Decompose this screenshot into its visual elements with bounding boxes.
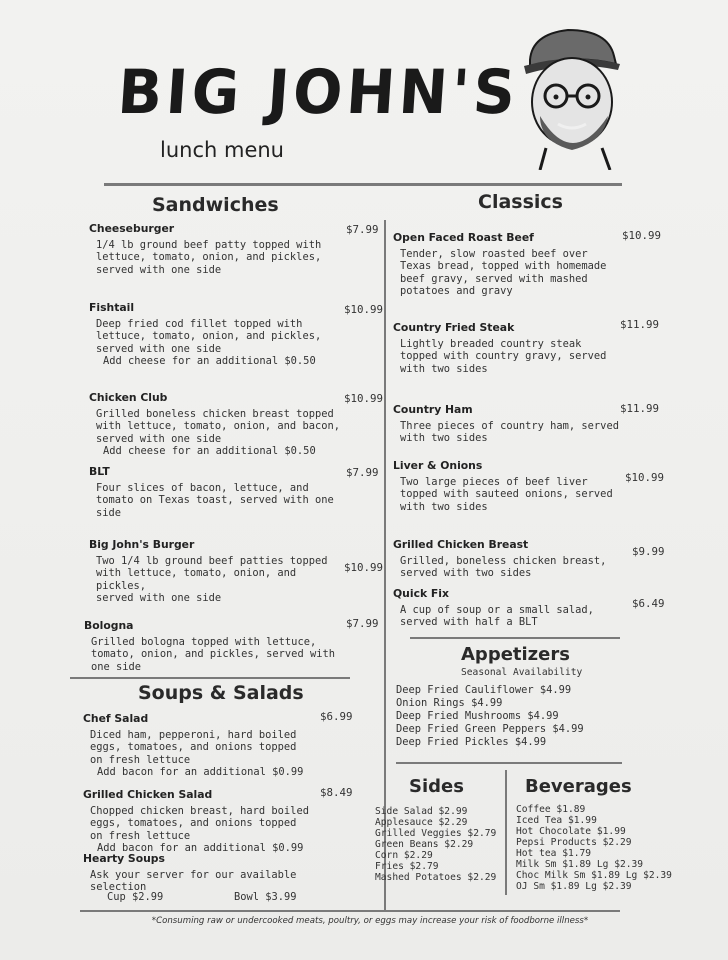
menu-item-open-faced-roast-beef [393,232,623,298]
item-desc-line: lettuce, tomato, onion, and pickles, [96,251,322,264]
restaurant-name: BIG JOHN'S [115,56,522,128]
item-addon: Add cheese for an additional $0.50 [103,445,316,458]
menu-item-country-ham [393,404,623,445]
item-desc-line: selection [90,881,147,894]
item-addon: Add bacon for an additional $0.99 [97,766,304,779]
item-desc-line: topped with sauteed onions, served [400,488,613,501]
item-price: $7.99 [346,617,379,630]
appetizers-subtitle: Seasonal Availability [461,667,583,678]
item-name: Country Ham [393,403,473,416]
item-desc-line: Four slices of bacon, lettuce, and [96,481,309,494]
item-desc-line: Two large pieces of beef liver [400,475,588,488]
item-name: Big John's Burger [89,538,195,551]
item-desc-line: with two sides [400,362,488,375]
item-price: $10.99 [625,471,665,484]
item-desc-line: eggs, tomatoes, and onions topped [90,741,297,754]
item-name: Hearty Soups [83,852,165,865]
item-addon: Add bacon for an additional $0.99 [97,842,304,855]
beverage-item: Choc Milk Sm $1.89 Lg $2.39 [516,870,672,881]
item-name: BLT [89,465,110,478]
item-desc-line: Grilled boneless chicken breast topped [96,407,334,420]
item-price: $9.99 [632,545,665,558]
appetizer-item: Deep Fried Pickles $4.99 [396,736,547,748]
side-item: Grilled Veggies $2.79 [375,828,497,839]
soups-rule [70,677,350,679]
item-desc-line: beef gravy, served with mashed [400,272,588,285]
food-safety-note: *Consuming raw or undercooked meats, poultry, or eggs may increase your risk of foodborne illness* [151,916,589,926]
item-name: Country Fried Steak [393,321,515,334]
item-price: $7.99 [346,223,379,236]
side-item: Fries $2.79 [375,861,439,872]
item-name: Chicken Club [89,391,168,404]
item-name: Open Faced Roast Beef [393,231,534,244]
sides-rule [396,762,622,764]
beverage-item: Coffee $1.89 [516,804,586,815]
item-desc-line: Ask your server for our available [90,868,297,881]
classics-heading: Classics [478,191,563,213]
item-name: Quick Fix [393,587,449,600]
item-desc-line: served with half a BLT [400,616,538,629]
sandwiches-heading: Sandwiches [152,194,279,216]
item-desc-line: Lightly breaded country steak [400,337,582,350]
appetizer-item: Deep Fried Mushrooms $4.99 [396,710,559,722]
beverage-item: Milk Sm $1.89 Lg $2.39 [516,859,644,870]
side-item: Mashed Potatoes $2.29 [375,872,497,883]
item-desc-line: potatoes and gravy [400,285,513,298]
item-desc-line: Three pieces of country ham, served [400,419,619,432]
item-price: $6.99 [320,710,353,723]
appetizers-rule [410,637,620,639]
appetizer-item: Deep Fried Cauliflower $4.99 [396,684,572,696]
caricature-illustration [516,20,626,170]
appetizer-item: Onion Rings $4.99 [396,697,503,709]
header-rule [104,183,622,186]
menu-item-big-johns-burger [89,539,351,605]
item-price: $10.99 [344,303,384,316]
item-name: Bologna [84,619,134,632]
menu-item-fishtail [89,302,349,368]
menu-subtitle: lunch menu [160,138,284,162]
side-item: Applesauce $2.29 [375,817,468,828]
footer-rule [80,910,620,912]
item-name: Chef Salad [83,712,149,725]
item-desc-line: with lettuce, tomato, onion, and pickles, [96,567,297,592]
item-desc-line: Grilled, boneless chicken breast, [400,554,607,567]
item-price: $10.99 [622,229,662,242]
item-desc-line: with two sides [400,432,488,445]
item-addon: Add cheese for an additional $0.50 [103,355,316,368]
item-desc-line: on fresh lettuce [90,829,191,842]
item-desc-line: A cup of soup or a small salad, [400,603,594,616]
menu-item-grilled-chicken-breast [393,539,623,580]
menu-item-hearty-soups [83,853,323,894]
beverage-item: OJ Sm $1.89 Lg $2.39 [516,881,632,892]
menu-item-chef-salad [83,713,323,779]
item-price: $11.99 [620,318,660,331]
beverage-item: Hot tea $1.79 [516,848,592,859]
beverages-heading: Beverages [525,776,632,797]
soups-salads-heading: Soups & Salads [138,682,304,704]
menu-item-blt [89,466,349,519]
soup-bowl-price: Bowl $3.99 [234,891,297,903]
side-item: Corn $2.29 [375,850,433,861]
item-desc-line: with two sides [400,500,488,513]
menu-item-cheeseburger [89,223,349,276]
item-name: Grilled Chicken Salad [83,788,213,801]
appetizers-heading: Appetizers [461,644,570,665]
item-desc-line: one side [91,660,142,673]
menu-item-quick-fix [393,588,623,629]
item-desc-line: served with one side [96,432,222,445]
item-desc-line: topped with country gravy, served [400,350,607,363]
sides-heading: Sides [409,776,464,797]
menu-item-grilled-chicken-salad [83,789,323,855]
item-desc-line: Grilled bologna topped with lettuce, [91,635,317,648]
item-desc-line: served with two sides [400,567,532,580]
item-desc-line: Chopped chicken breast, hard boiled [90,804,309,817]
side-item: Green Beans $2.29 [375,839,474,850]
item-name: Cheeseburger [89,222,175,235]
item-desc-line: served with one side [96,592,222,605]
soup-cup-price: Cup $2.99 [107,891,164,903]
item-desc-line: lettuce, tomato, onion, and pickles, [96,330,322,343]
item-desc-line: Deep fried cod fillet topped with [96,317,303,330]
menu-item-chicken-club [89,392,354,458]
item-price: $6.49 [632,597,665,610]
item-price: $11.99 [620,402,660,415]
item-desc-line: Tender, slow roasted beef over [400,247,588,260]
item-name: Grilled Chicken Breast [393,538,529,551]
item-price: $7.99 [346,466,379,479]
item-desc-line: Texas bread, topped with homemade [400,260,607,273]
item-desc-line: with lettuce, tomato, onion, and bacon, [96,420,340,433]
menu-item-bologna [84,620,344,673]
item-desc-line: eggs, tomatoes, and onions topped [90,817,297,830]
item-desc-line: tomato, onion, and pickles, served with [91,648,335,661]
item-desc-line: tomato on Texas toast, served with one [96,494,334,507]
item-name: Fishtail [89,301,135,314]
side-item: Side Salad $2.99 [375,806,468,817]
item-name: Liver & Onions [393,459,483,472]
item-desc-line: 1/4 lb ground beef patty topped with [96,238,322,251]
menu-item-country-fried-steak [393,322,623,375]
item-desc-line: served with one side [96,263,222,276]
item-price: $10.99 [344,561,384,574]
item-desc-line: on fresh lettuce [90,753,191,766]
beverage-item: Pepsi Products $2.29 [516,837,632,848]
item-price: $10.99 [344,392,384,405]
item-desc-line: side [96,506,122,519]
item-desc-line: Diced ham, pepperoni, hard boiled [90,728,297,741]
item-desc-line: served with one side [96,342,222,355]
item-price: $8.49 [320,786,353,799]
sides-beverages-divider [505,770,507,895]
beverage-item: Iced Tea $1.99 [516,815,597,826]
menu-item-liver-onions [393,460,623,513]
item-desc-line: Two 1/4 lb ground beef patties topped [96,554,328,567]
appetizer-item: Deep Fried Green Peppers $4.99 [396,723,584,735]
beverage-item: Hot Chocolate $1.99 [516,826,626,837]
